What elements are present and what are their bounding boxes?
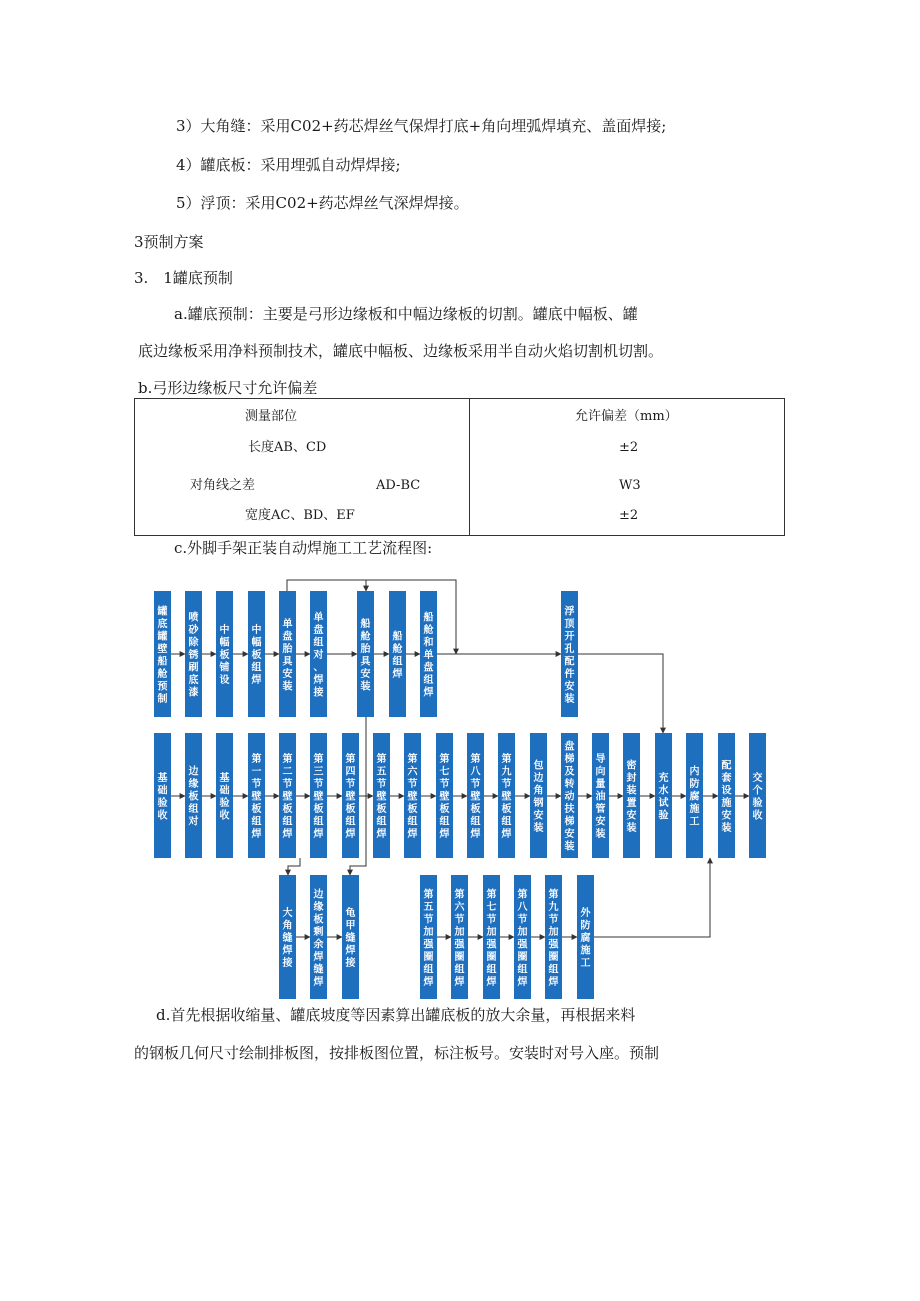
table-header-part: 测量部位 [245,409,298,424]
flow-step-label: 交个验收 [752,772,763,822]
flow-step-row1 [310,591,327,717]
flow-step-label: 第九节壁板组焊 [501,754,512,840]
flow-step-row3a [342,875,359,999]
flow-step-label: 第七节加强圈组焊 [486,889,497,988]
flow-step-label: 第二节壁板组焊 [282,754,293,840]
section-heading-3: 3预制方案 [134,233,204,251]
flow-step-label: 边缘板剩余焊缝焊 [313,889,324,988]
flow-step-row2 [467,733,484,858]
flow-step-row2 [248,733,265,858]
flow-step-label: 第四节壁板组焊 [345,754,356,840]
flow-step-label: 包边角钢安装 [533,760,544,834]
flow-step-row2 [404,733,421,858]
flow-step-label: 第五节壁板组焊 [376,754,387,840]
paragraph-d-line1: d.首先根据收缩量、罐底坡度等因素算出罐底板的放大余量，再根据来料 [156,1006,636,1024]
flow-step-row1 [357,591,374,717]
flow-step-label: 浮顶开孔配件安装 [564,606,575,705]
flow-step-label: 密封装置安装 [626,760,637,834]
flow-loop-connector [366,580,456,654]
paragraph-c: c.外脚手架正装自动焊施工工艺流程图: [174,539,433,557]
flow-step-row1 [420,591,437,717]
flow-step-row1 [389,591,406,717]
table-cell: AD-BC [376,478,421,493]
flow-step-label: 罐底罐壁船舱预制 [157,606,168,705]
flow-step-row3a [279,875,296,999]
flow-step-label: 第九节加强圈组焊 [548,889,559,988]
flow-step-label: 盘梯及转动扶梯安装 [564,741,575,853]
flow-step-label: 第八节壁板组焊 [470,754,481,840]
flow-step-row2 [342,733,359,858]
flow-step-label: 第三节壁板组焊 [313,754,324,840]
flow-step-row2 [592,733,609,858]
flow-step-label: 充水试验 [658,772,669,822]
flow-step-row2 [498,733,515,858]
flow-step-label: 中幅板铺设 [219,625,230,686]
flow-step-row2 [561,733,578,858]
flow-step-row1 [185,591,202,717]
flow-step-label: 基础验收 [157,772,168,822]
flow-step-label: 第八节加强圈组焊 [517,889,528,988]
flow-step-label: 第五节加强圈组焊 [423,889,434,988]
flow-step-row2 [436,733,453,858]
flow-step-row2 [530,733,547,858]
paragraph-a-line2: 底边缘板采用净料预制技术，罐底中幅板、边缘板采用半自动火焰切割机切割。 [138,342,664,360]
table-cell: 宽度AC、BD、EF [245,508,355,523]
paragraph-b: b.弓形边缘板尺寸允许偏差 [138,379,318,397]
flow-step-row2 [310,733,327,858]
table-cell: 对角线之差 [190,478,256,493]
flow-step-row2 [373,733,390,858]
flow-step-row3b [577,875,594,999]
flow-step-label: 单盘胎具安装 [282,618,293,693]
flow-step-label: 第六节壁板组焊 [407,754,418,840]
flow-step-label: 第一节壁板组焊 [251,754,262,840]
flow-step-row1 [216,591,233,717]
flow-step-row1 [248,591,265,717]
flow-connector [288,858,300,875]
section-heading-3-1: 3. 1罐底预制 [134,269,233,287]
table-cell: ±2 [619,440,639,455]
flow-step-row3a [310,875,327,999]
flow-step-row2 [279,733,296,858]
paragraph-5: 5）浮顶：采用C02+药芯焊丝气深焊焊接。 [176,194,469,212]
flow-step-label: 喷砂除锈刷底漆 [188,612,199,699]
flow-step-label: 船舱胎具安装 [360,618,371,693]
flow-step-label: 第六节加强圈组焊 [454,889,465,988]
flow-step-row2 [185,733,202,858]
flow-step-row3b [451,875,468,999]
flow-step-label: 船舱和单盘组焊 [423,612,434,699]
paragraph-d-line2: 的钢板几何尺寸绘制排板图，按排板图位置，标注板号。安装时对号入座。预制 [134,1044,660,1062]
flow-step-label: 基础验收 [219,772,230,822]
flow-steps [154,591,766,999]
flow-step-label: 配套设施安装 [721,760,732,834]
flow-step-label: 边缘板组对 [188,766,199,828]
flow-loop-connector [287,580,366,591]
flow-step-row1 [154,591,171,717]
flow-connector [594,858,710,937]
flow-step-label: 大角缝焊接 [282,908,293,969]
flow-step-row2 [154,733,171,858]
paragraph-a-line1: a.罐底预制：主要是弓形边缘板和中幅边缘板的切割。罐底中幅板、罐 [174,305,638,323]
paragraph-3: 3）大角缝：采用C02+药芯焊丝气保焊打底+角向埋弧焊填充、盖面焊接; [176,117,667,135]
flow-step-label: 龟甲缝焊接 [345,908,356,969]
flow-step-row1 [561,591,578,717]
table-cell: W3 [619,478,641,493]
flow-step-label: 导向量油管安装 [595,754,606,840]
flow-step-row3b [420,875,437,999]
flow-step-label: 中幅板组焊 [251,625,262,686]
flow-step-label: 第七节壁板组焊 [439,754,450,840]
flow-step-label: 内防腐施工 [689,766,700,828]
flow-step-row3b [483,875,500,999]
flow-step-label: 船舱组焊 [392,631,403,680]
table-cell: 长度AB、CD [248,440,327,455]
flow-connector [578,654,663,733]
flow-step-label: 单盘组对、焊接 [313,612,324,699]
flow-step-row1 [279,591,296,717]
flow-step-row2 [749,733,766,858]
flow-step-row3b [545,875,562,999]
flow-step-label: 外防腐施工 [580,908,591,969]
table-cell: ±2 [619,508,639,523]
flow-step-row2 [623,733,640,858]
table-header-tolerance: 允许偏差（mm） [575,409,678,424]
flow-step-row2 [718,733,735,858]
flow-step-row3b [514,875,531,999]
flow-step-row2 [686,733,703,858]
flow-step-row2 [655,733,672,858]
paragraph-4: 4）罐底板：采用埋弧自动焊焊接; [176,156,401,174]
flow-step-row2 [216,733,233,858]
